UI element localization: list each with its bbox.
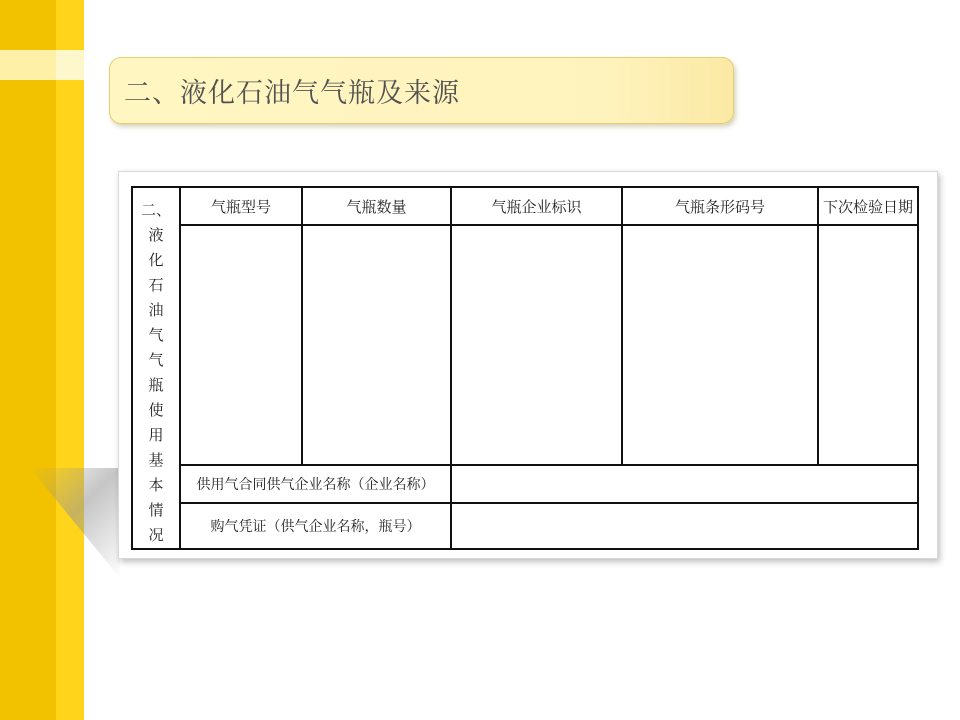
- empty-cell: [818, 225, 918, 465]
- side-header-char: 况: [148, 526, 164, 544]
- side-header-char: 本: [148, 476, 164, 494]
- side-header-char: 化: [148, 251, 164, 269]
- side-bar-inner: [56, 0, 84, 720]
- side-header-char: 使: [148, 401, 164, 419]
- side-header-char: 瓶: [148, 376, 164, 394]
- side-header-char: 二、: [140, 201, 171, 219]
- empty-cell: [622, 225, 818, 465]
- page-title: 二、液化石油气气瓶及来源: [124, 78, 460, 109]
- empty-cell: [302, 225, 451, 465]
- side-header-char: 情: [148, 501, 164, 519]
- header-row: [132, 187, 918, 225]
- table-row: [132, 225, 918, 465]
- side-bar-outer: [0, 0, 56, 720]
- column-header: 气瓶条形码号: [622, 187, 818, 225]
- row-label: 供用气合同供气企业名称（企业名称）: [180, 465, 451, 503]
- form-table: [131, 186, 919, 550]
- side-bar-notch-highlight: [56, 50, 84, 80]
- column-header: 气瓶型号: [180, 187, 302, 225]
- empty-cell: [451, 465, 918, 503]
- column-header: 气瓶数量: [302, 187, 451, 225]
- empty-cell: [180, 225, 302, 465]
- side-header-char: 液: [148, 226, 164, 244]
- side-header-char: 油: [148, 301, 164, 319]
- column-header: 气瓶企业标识: [451, 187, 622, 225]
- table-row: [132, 503, 918, 549]
- row-label: 购气凭证（供气企业名称，瓶号）: [180, 503, 451, 549]
- side-header-char: 用: [148, 426, 164, 444]
- title-banner: [109, 57, 734, 124]
- empty-cell: [451, 503, 918, 549]
- side-header-char: 气: [148, 351, 164, 369]
- table-row: [132, 465, 918, 503]
- side-header-char: 气: [148, 326, 164, 344]
- column-header: 下次检验日期: [818, 187, 918, 225]
- side-header-char: 基: [148, 451, 164, 469]
- empty-cell: [451, 225, 622, 465]
- form-image-frame: [118, 171, 938, 559]
- side-header: [132, 187, 180, 549]
- side-header-char: 石: [148, 276, 164, 294]
